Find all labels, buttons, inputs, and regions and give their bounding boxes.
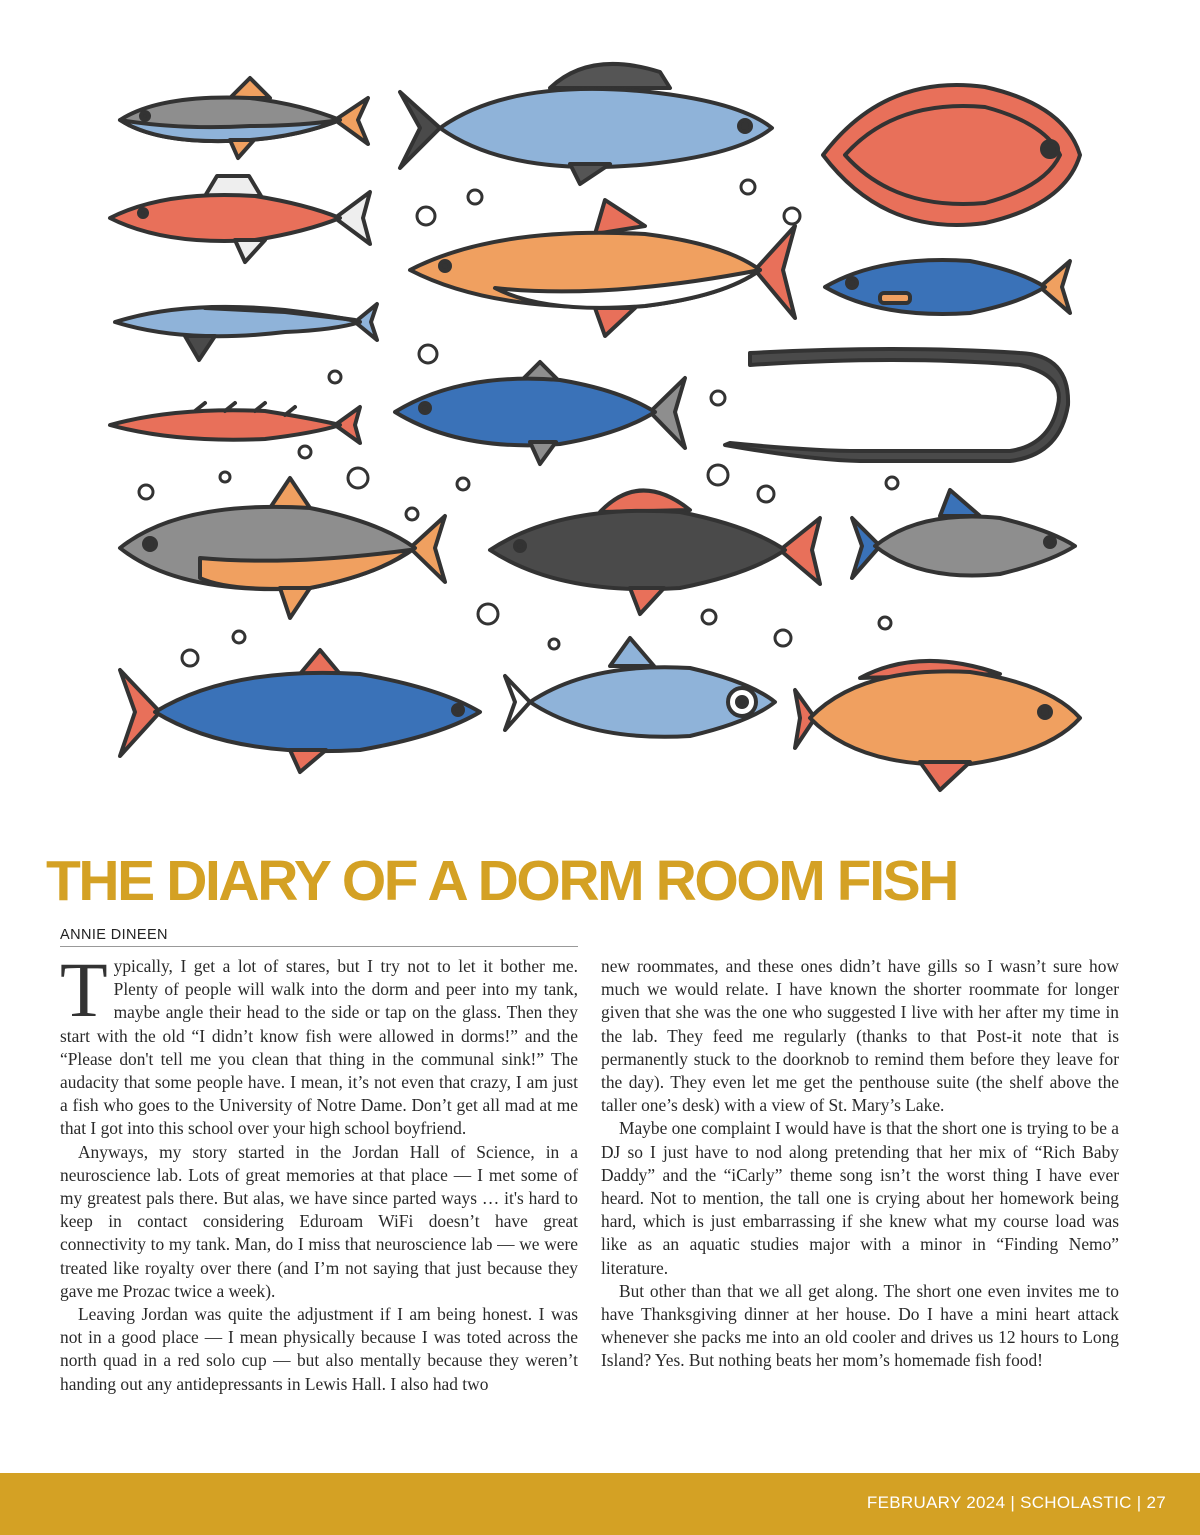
footer-text: FEBRUARY 2024 | SCHOLASTIC | 27 — [866, 1493, 1166, 1512]
fish-icon — [823, 85, 1080, 225]
fish-icon — [505, 638, 775, 737]
fish-icon — [410, 200, 795, 336]
fish-icon — [852, 490, 1075, 578]
paragraph: new roommates, and these ones didn’t have gills so I wasn’t sure how much we would relate. I have known the shorter roommate for longer given that she was the one who suggested I live with her after my time in the lab. They feed me regularly (thanks to that Post-it note that is permanently stuck to the doorknob to remind them before they leave for the day). They even let me get the penthouse suite (the shelf above the taller one’s desk) with a view of St. Mary’s Lake. — [601, 956, 1119, 1116]
fish-icon — [120, 78, 368, 158]
author-byline: ANNIE DINEEN — [60, 927, 578, 947]
fish-icon — [120, 478, 445, 618]
paragraph: But other than that we all get along. The short one even invites me to have Thanksgiving dinner at her house. Do I have a mini heart attack whenever she packs me into an old cooler and drives us 12 hours to Long Island? Yes. But nothing beats her mom’s homemade fish food! — [601, 1280, 1119, 1371]
article-title: THE DIARY OF A DORM ROOM FISH — [46, 849, 958, 913]
fish-icon — [115, 304, 377, 360]
fish-icon — [825, 260, 1070, 314]
article-column-left — [60, 946, 578, 1396]
fish-icon — [795, 661, 1080, 790]
fish-icon — [120, 650, 480, 772]
paragraph: Typically, I get a lot of stares, but I try not to let it bother me. Plenty of people will walk into the dorm and peer into my tank, maybe angle their head to the side or tap on the glass. Then they start with the old “I didn’t know fish were allowed in dorms!” and the “Please don't tell me you clean that thing in the communal sink!” The audacity that some people have. I mean, it’s not even that crazy, I am just a fish who goes to the University of Notre Dame. Don’t get all mad at me that I got into this school over your high school boyfriend. — [60, 946, 578, 1139]
drop-cap: T — [60, 946, 108, 1033]
paragraph: Maybe one complaint I would have is that the short one is trying to be a DJ so I just have to nod along pretending that her mix of “Rich Baby Daddy” and the “iCarly” theme song isn’t the worst thing I have ever heard. Not to mention, the tall one is crying about her homework being hard, which is just embarrassing if she knew what my course load was like as an aquatic studies major with a minor in “Finding Nemo” literature. — [601, 1118, 1119, 1278]
fish-icon — [490, 490, 820, 614]
fish-icon — [110, 403, 360, 443]
paragraph: Anyways, my story started in the Jordan Hall of Science, in a neuroscience lab. Lots of great memories at that place — I met some of my greatest pals there. But alas, we have since parted ways … it's hard to keep in contact considering Eduroam WiFi doesn’t have great connectivity to my tank. Man, do I miss that neuroscience lab — we were treated like royalty over there (and I’m not saying that just because they gave me Prozac twice a week). — [60, 1141, 578, 1301]
fish-icon — [395, 362, 685, 464]
paragraph: Leaving Jordan was quite the adjustment if I am being honest. I was not in a good place — I mean physically because I was toted across the north quad in a red solo cup — but also mentally because they weren’t handing out any antidepressants in Lewis Hall. I also had two — [60, 1304, 578, 1394]
page-footer — [0, 1473, 1200, 1535]
fish-icon — [110, 176, 370, 262]
article-column-right — [601, 955, 1119, 1373]
fish-icon — [725, 349, 1068, 461]
fish-icon — [400, 64, 772, 184]
